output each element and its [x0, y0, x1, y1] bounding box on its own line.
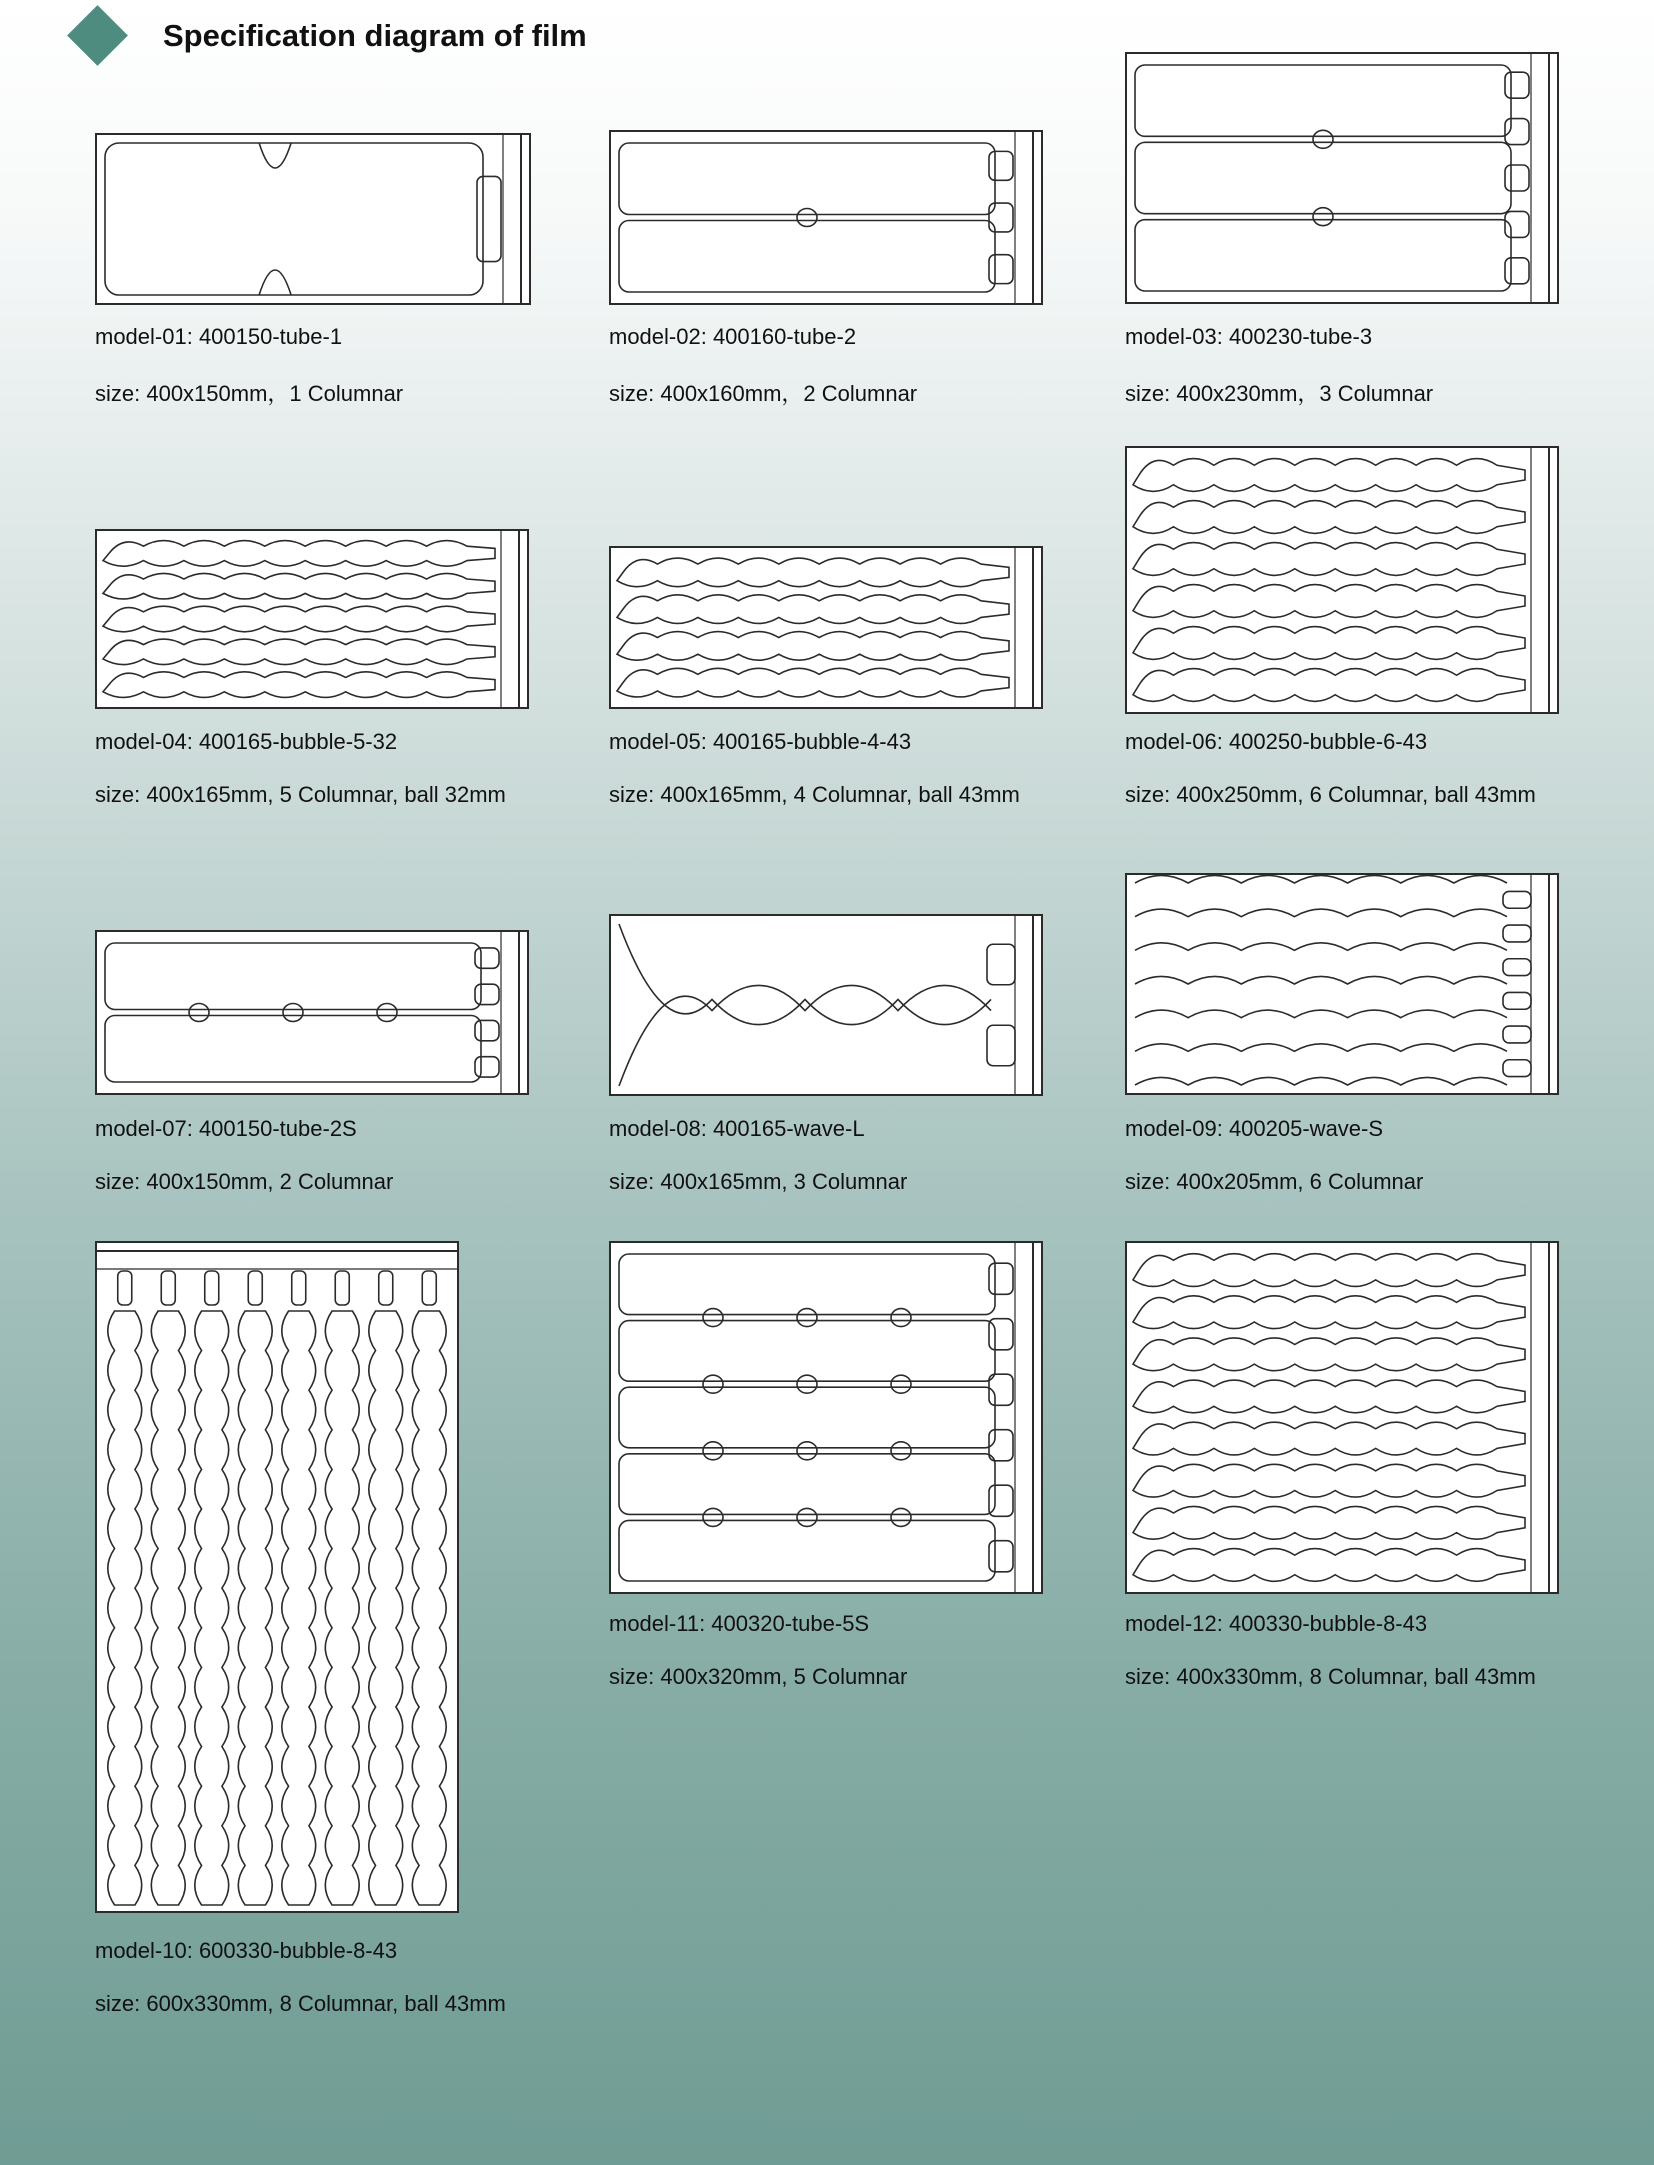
model-card-04 [95, 529, 555, 809]
model-size: size: 400x320mm, 5 Columnar [609, 1664, 908, 1689]
model-size: size: 400x205mm, 6 Columnar [1125, 1169, 1424, 1194]
model-size: size: 400x165mm, 4 Columnar, ball 43mm [609, 782, 1020, 807]
model-card-12 [1125, 1241, 1585, 1692]
film-diagram-model-01 [95, 133, 531, 305]
model-size: size: 400x150mm，1 Columnar [95, 381, 404, 406]
film-frame [1126, 874, 1558, 1094]
film-diagram-model-07 [95, 930, 529, 1095]
film-diagram-model-06 [1125, 446, 1559, 714]
film-diagram-model-08 [609, 914, 1043, 1096]
model-name: model-10: 600330-bubble-8-43 [95, 1938, 398, 1963]
film-diagram-model-02 [609, 130, 1043, 305]
model-card-06 [1125, 446, 1585, 809]
film-diagram-model-09 [1125, 873, 1559, 1095]
model-name: model-07: 400150-tube-2S [95, 1116, 357, 1141]
model-size: size: 600x330mm, 8 Columnar, ball 43mm [95, 1991, 506, 2016]
model-size: size: 400x150mm, 2 Columnar [95, 1169, 394, 1194]
model-card-10 [95, 1241, 555, 2021]
model-name: model-11: 400320-tube-5S [609, 1611, 870, 1636]
model-card-01 [95, 133, 535, 406]
model-name: model-04: 400165-bubble-5-32 [95, 729, 398, 754]
model-card-07 [95, 930, 545, 1196]
model-size: size: 400x230mm，3 Columnar [1125, 381, 1434, 406]
film-frame [610, 915, 1042, 1095]
model-name: model-12: 400330-bubble-8-43 [1125, 1611, 1428, 1636]
model-name: model-06: 400250-bubble-6-43 [1125, 729, 1428, 754]
film-diagram-model-03 [1125, 52, 1559, 304]
film-diagram-model-11 [609, 1241, 1043, 1594]
film-frame [610, 131, 1042, 304]
model-card-08 [609, 914, 1059, 1196]
model-size: size: 400x160mm，2 Columnar [609, 381, 918, 406]
film-frame [96, 530, 528, 708]
model-size: size: 400x165mm, 5 Columnar, ball 32mm [95, 782, 506, 807]
model-card-03 [1125, 52, 1585, 406]
page-title: Specification diagram of film [163, 18, 587, 53]
film-frame [96, 931, 528, 1094]
model-name: model-03: 400230-tube-3 [1125, 324, 1373, 349]
model-card-09 [1125, 873, 1585, 1196]
model-size: size: 400x250mm, 6 Columnar, ball 43mm [1125, 782, 1536, 807]
film-frame [610, 547, 1042, 708]
model-name: model-01: 400150-tube-1 [95, 324, 343, 349]
film-frame [96, 134, 530, 304]
film-diagram-model-05 [609, 546, 1043, 709]
film-diagram-model-10 [95, 1241, 459, 1913]
model-name: model-05: 400165-bubble-4-43 [609, 729, 912, 754]
film-diagram-model-04 [95, 529, 529, 709]
model-name: model-08: 400165-wave-L [609, 1116, 865, 1141]
model-name: model-02: 400160-tube-2 [609, 324, 857, 349]
model-card-11 [609, 1241, 1059, 1692]
model-size: size: 400x165mm, 3 Columnar [609, 1169, 908, 1194]
model-card-02 [609, 130, 1059, 406]
model-size: size: 400x330mm, 8 Columnar, ball 43mm [1125, 1664, 1536, 1689]
film-diagram-model-12 [1125, 1241, 1559, 1594]
title-diamond-icon [67, 5, 128, 66]
model-card-05 [609, 546, 1069, 809]
film-frame [96, 1242, 458, 1912]
film-frame [610, 1242, 1042, 1593]
film-frame [1126, 1242, 1558, 1593]
film-frame [1126, 53, 1558, 303]
model-name: model-09: 400205-wave-S [1125, 1116, 1384, 1141]
